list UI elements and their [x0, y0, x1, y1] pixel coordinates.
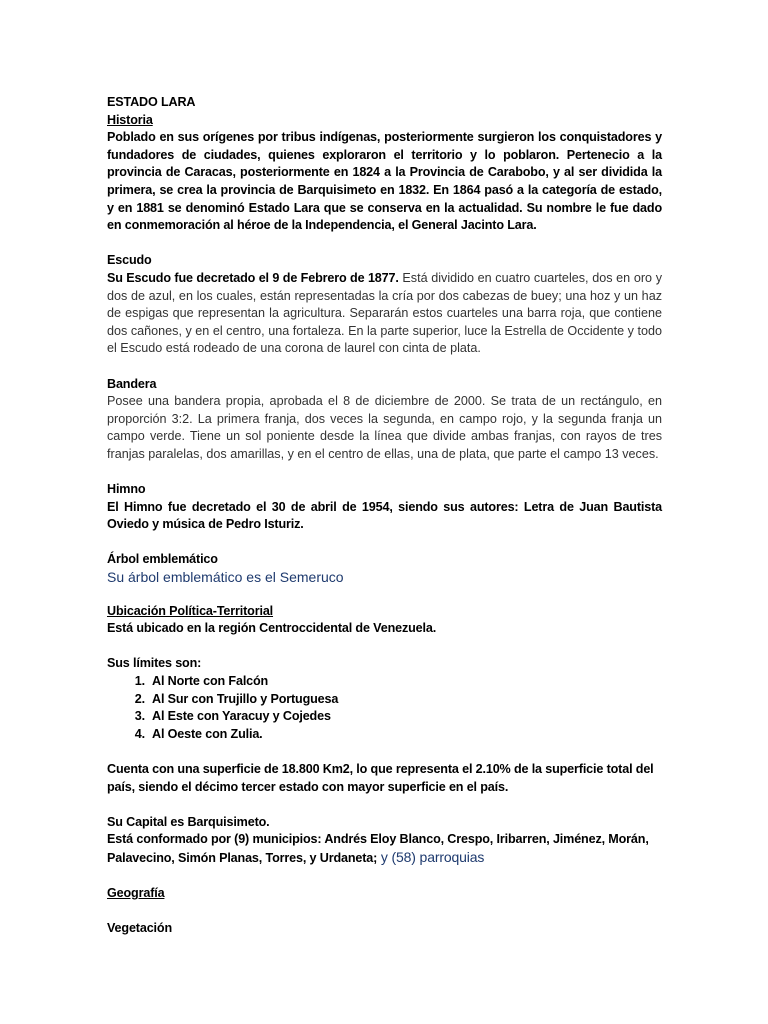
municipios-text: Está conformado por (9) municipios: Andrés Eloy Blanco, Crespo, Iribarren, Jiménez, Morán, Palavecino, Simón Planas, Torres, y Urdaneta;: [107, 832, 649, 865]
ubicacion-text: Está ubicado en la región Centroccidental de Venezuela.: [107, 621, 437, 636]
superficie-text: Cuenta con una superficie de 18.800 Km2, lo que representa el 2.10% de la superficie total del país, siendo el décimo tercer estado con mayor superficie en el país.: [107, 761, 654, 794]
escudo-text: Está dividido en cuatro cuarteles, dos en oro y dos de azul, en los cuales, están representadas la cría por dos cabezas de buey; una hoz y un haz de espigas que representan la agricultura. Separarán estos cuarteles una barra roja, que contiene dos cañones, y en el centro, una fortaleza. En la parte superior, luce la Estrella de Occidente y todo el Escudo está rodeado de una corona de laurel con cinta de plata.: [107, 270, 662, 356]
parroquias-text: y (58) parroquias: [377, 848, 485, 865]
list-item-text: Al Este con Yaracuy y Cojedes: [152, 709, 331, 724]
capital-text: Su Capital es Barquisimeto.: [107, 814, 270, 829]
bandera-heading: Bandera: [107, 376, 157, 391]
bandera-text: Posee una bandera propia, aprobada el 8 de diciembre de 2000. Se trata de un rectángulo, en proporción 3:2. La primera franja, dos veces la segunda, en campo rojo, y la segunda franja un campo verde. Tiene un sol poniente desde la línea que divide ambas franjas, con rayos de tres franjas paralelas, dos amarillas, y en el centro de ellas, una de plata, que parte el campo 13 veces.: [107, 394, 662, 461]
list-item: [107, 673, 662, 691]
vegetacion-heading: Vegetación: [107, 921, 172, 936]
escudo-bold-text: Su Escudo fue decretado el 9 de Febrero de 1877.: [107, 270, 399, 285]
list-item: [107, 691, 662, 709]
list-item: [107, 708, 662, 726]
limites-heading: Sus límites son:: [107, 656, 202, 671]
escudo-heading: Escudo: [107, 253, 152, 268]
ubicacion-heading: Ubicación Política-Territorial: [107, 603, 274, 618]
historia-heading: Historia: [107, 112, 153, 127]
list-item-text: Al Sur con Trujillo y Portuguesa: [152, 691, 339, 706]
limites-list: [107, 673, 662, 743]
arbol-text: Su árbol emblemático es el Semeruco: [107, 569, 344, 586]
himno-text: El Himno fue decretado el 30 de abril de 1954, siendo sus autores: Letra de Juan Bautista Oviedo y música de Pedro Isturiz.: [107, 499, 662, 532]
historia-text: Poblado en sus orígenes por tribus indígenas, posteriormente surgieron los conquistadores y fundadores de ciudades, quienes exploraron el territorio y lo poblaron. Pertenecio a la provincia de Caracas, posteriormente en 1824 a la Provincia de Carabobo, y al ser dividida la primera, se crea la provincia de Barquisimeto en 1832. En 1864 pasó a la categoría de estado, y en 1881 se denominó Estado Lara que se conserva en la actualidad. Su nombre le fue dado en conmemoración al héroe de la Independencia, el General Jacinto Lara.: [107, 130, 662, 233]
arbol-heading: Árbol emblemático: [107, 552, 218, 567]
himno-heading: Himno: [107, 482, 146, 497]
escudo-paragraph: [107, 270, 662, 358]
document-title: ESTADO LARA: [107, 95, 196, 109]
list-item-number: 2.: [134, 691, 145, 706]
list-item-text: Al Norte con Falcón: [152, 674, 269, 688]
list-item-number: 1.: [134, 674, 145, 688]
list-item: [107, 726, 662, 744]
municipios-paragraph: [107, 831, 662, 867]
list-item-number: 3.: [134, 709, 145, 724]
list-item-text: Al Oeste con Zulia.: [152, 726, 263, 741]
geografia-heading: Geografía: [107, 886, 165, 901]
list-item-number: 4.: [134, 726, 145, 741]
